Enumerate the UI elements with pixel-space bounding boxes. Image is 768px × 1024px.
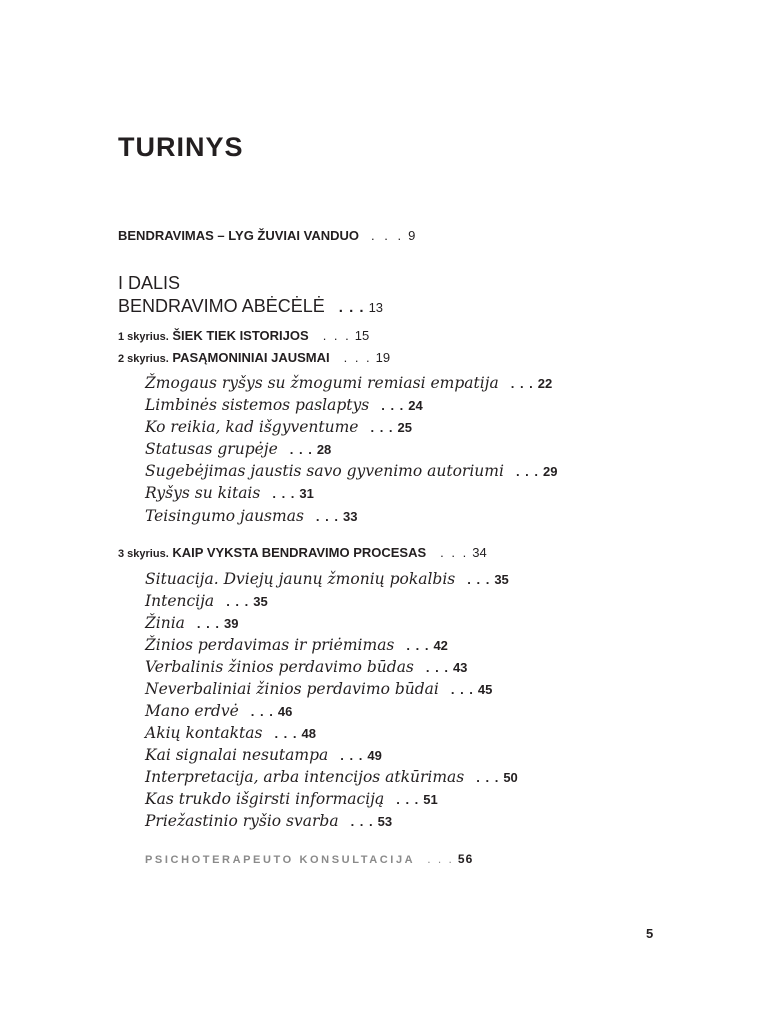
page-ref: 46: [277, 704, 293, 719]
leader-dots: . . .: [322, 328, 351, 343]
chapter-title: ŠIEK TIEK ISTORIJOS: [172, 328, 309, 343]
toc-section[interactable]: [145, 418, 412, 437]
leader-dots: . . .: [343, 350, 372, 365]
page-ref: 48: [301, 726, 316, 741]
toc-section[interactable]: [145, 462, 557, 481]
page-ref: 25: [397, 420, 413, 435]
part-number: I DALIS: [118, 273, 181, 293]
leader-dots: . . .: [450, 682, 474, 697]
toc-section[interactable]: [145, 812, 392, 831]
page-ref: 34: [472, 545, 487, 560]
leader-dots: . . .: [315, 509, 339, 524]
leader-dots: . . .: [476, 770, 500, 785]
toc-section[interactable]: [145, 658, 467, 677]
leader-dots: . . .: [406, 638, 430, 653]
section-title: Interpretacija, arba intencijos atkūrimas: [145, 768, 465, 786]
section-title: Kas trukdo išgirsti informaciją: [145, 790, 385, 808]
page-ref: 35: [494, 572, 509, 587]
toc-part-entry[interactable]: [118, 296, 383, 317]
leader-dots: . . .: [196, 616, 220, 631]
page-ref: 56: [457, 852, 474, 866]
toc-section[interactable]: [145, 702, 292, 721]
section-title: Statusas grupėje: [145, 440, 278, 458]
leader-dots: . . .: [370, 420, 394, 435]
leader-dots: . . .: [274, 726, 298, 741]
toc-section[interactable]: [145, 507, 357, 526]
consultation-title: PSICHOTERAPEUTO KONSULTACIJA: [145, 854, 416, 866]
leader-dots: . . .: [340, 748, 364, 763]
leader-dots: . . .: [226, 594, 250, 609]
leader-dots: . . .: [350, 814, 374, 829]
page-ref: 29: [543, 464, 558, 479]
section-title: Limbinės sistemos paslaptys: [145, 396, 370, 414]
leader-dots: . . .: [515, 464, 539, 479]
leader-dots: . . .: [396, 792, 420, 807]
toc-chapter-2[interactable]: [118, 350, 390, 365]
page-ref: 35: [253, 594, 268, 609]
toc-section[interactable]: [145, 570, 509, 589]
leader-dots: . . .: [371, 228, 405, 243]
page-ref: 43: [452, 660, 468, 675]
section-title: Teisingumo jausmas: [145, 507, 304, 525]
leader-dots: . . .: [467, 572, 491, 587]
toc-section[interactable]: [145, 592, 268, 611]
leader-dots: . . .: [510, 376, 534, 391]
part-label: [118, 273, 180, 294]
page-ref: 28: [316, 442, 332, 457]
page-title: TURINYS: [118, 132, 244, 162]
leader-dots: . . .: [289, 442, 313, 457]
toc-section[interactable]: [145, 614, 238, 633]
toc-section[interactable]: [145, 768, 518, 787]
toc-section[interactable]: [145, 680, 492, 699]
chapter-label: 3 skyrius.: [118, 548, 169, 560]
leader-dots: . . .: [427, 852, 454, 866]
page-ref: 9: [408, 228, 416, 243]
leader-dots: . . .: [425, 660, 449, 675]
toc-section[interactable]: [145, 396, 423, 415]
chapter-title: PASĄMONINIAI JAUSMAI: [172, 350, 330, 365]
page-ref: 22: [537, 376, 553, 391]
toc-consultation-entry[interactable]: [145, 852, 473, 866]
page-ref: 49: [367, 748, 382, 763]
leader-dots: . . .: [440, 545, 469, 560]
page-ref: 51: [423, 792, 438, 807]
section-title: Neverbaliniai žinios perdavimo būdai: [145, 680, 439, 698]
page-ref: 13: [368, 300, 384, 315]
toc-section[interactable]: [145, 484, 314, 503]
toc-intro-entry[interactable]: [118, 228, 415, 243]
entry-title: BENDRAVIMAS – LYG ŽUVIAI VANDUO: [118, 228, 360, 243]
leader-dots: . . .: [381, 398, 405, 413]
toc-section[interactable]: [145, 746, 382, 765]
toc-section[interactable]: [145, 440, 331, 459]
page-ref: 33: [342, 509, 358, 524]
chapter-label: 2 skyrius.: [118, 353, 169, 365]
section-title: Mano erdvė: [145, 702, 239, 720]
section-title: Ryšys su kitais: [145, 484, 261, 502]
page-ref: 50: [503, 770, 518, 785]
section-title: Žinia: [145, 614, 185, 632]
page-ref: 53: [377, 814, 393, 829]
section-title: Sugebėjimas jaustis savo gyvenimo autoriumi: [145, 462, 504, 480]
toc-section[interactable]: [145, 636, 448, 655]
page-ref: 45: [477, 682, 493, 697]
section-title: Žmogaus ryšys su žmogumi remiasi empatija: [145, 374, 499, 392]
chapter-label: 1 skyrius.: [118, 331, 169, 343]
toc-section[interactable]: [145, 374, 552, 393]
page-ref: 39: [223, 616, 239, 631]
page-ref: 19: [375, 350, 391, 365]
section-title: Akių kontaktas: [145, 724, 263, 742]
section-title: Verbalinis žinios perdavimo būdas: [145, 658, 414, 676]
toc-chapter-3[interactable]: [118, 545, 487, 560]
section-title: Ko reikia, kad išgyventume: [145, 418, 359, 436]
page-ref: 15: [354, 328, 370, 343]
page-ref: 31: [299, 486, 314, 501]
toc-section[interactable]: [145, 790, 438, 809]
leader-dots: . . .: [338, 299, 365, 316]
section-title: Situacija. Dviejų jaunų žmonių pokalbis: [145, 570, 456, 588]
page-ref: 42: [433, 638, 448, 653]
toc-section[interactable]: [145, 724, 316, 743]
section-title: Intencija: [145, 592, 215, 610]
section-title: Priežastinio ryšio svarba: [145, 812, 339, 830]
section-title: Kai signalai nesutampa: [145, 746, 329, 764]
section-title: Žinios perdavimas ir priėmimas: [145, 636, 395, 654]
leader-dots: . . .: [272, 486, 296, 501]
chapter-title: KAIP VYKSTA BENDRAVIMO PROCESAS: [172, 545, 427, 560]
page-ref: 24: [408, 398, 423, 413]
toc-chapter-1[interactable]: [118, 328, 369, 343]
page-number: 5: [646, 926, 654, 941]
leader-dots: . . .: [250, 704, 274, 719]
part-title: BENDRAVIMO ABĖCĖLĖ: [118, 296, 325, 316]
